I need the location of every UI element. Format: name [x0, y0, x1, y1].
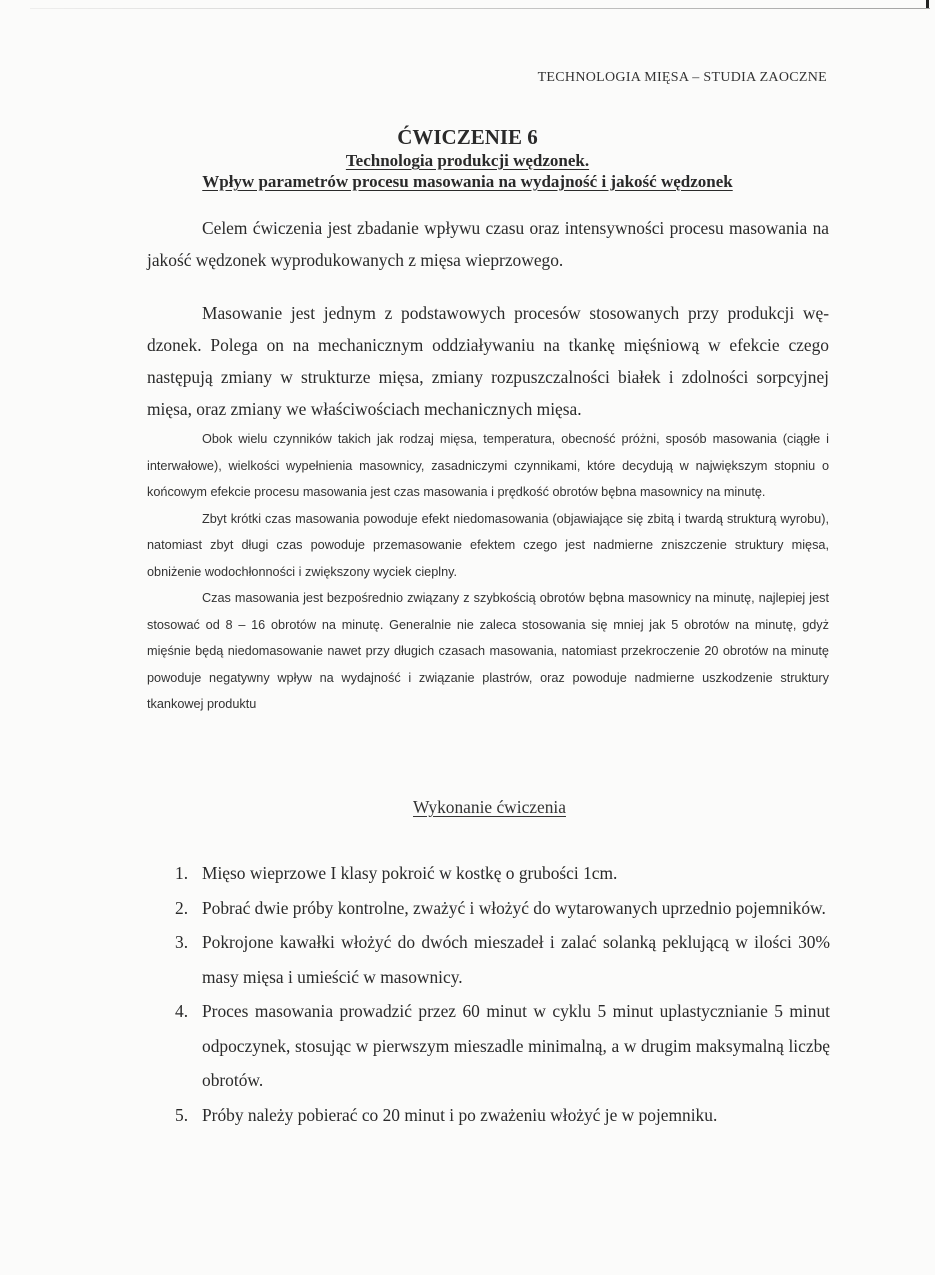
- step-text: Proces masowania prowadzić przez 60 minut w cyklu 5 minut uplastycznianie 5 minut odpoczynek, stosując w pierwszym mieszadle minimalną, a w drugim maksymalną liczbę obrotów.: [202, 1001, 830, 1090]
- procedure-step: [175, 891, 830, 926]
- step-number: 4.: [175, 1001, 189, 1021]
- step-text: Pobrać dwie próby kontrolne, zważyć i włożyć do wytarowanych uprzednio pojemników.: [202, 897, 826, 918]
- procedure-step: [175, 856, 830, 891]
- procedure-steps: [175, 856, 830, 1132]
- step-number: 2.: [175, 897, 189, 918]
- details-paragraph-factors: Obok wielu czynników takich jak rodzaj mięsa, temperatura, obecność próżni, sposób masowania (ciągłe i interwałowe), wielkości wypełnienia masownicy, zasadniczymi czynnikami, które decydują w największym stopniu o końcowym efekcie procesu masowania jest czas masowania i prędkość obrotów bębna masownicy na minutę.: [147, 432, 829, 499]
- details-paragraph-duration: Zbyt krótki czas masowania powoduje efekt niedomasowania (objawiające się zbitą i twardą strukturą wyrobu), natomiast zbyt długi czas powoduje przemasowanie efektem czego jest nadmierne zniszczenie struktury mięsa, obniżenie wodochłonności i zwiększony wyciek cieplny.: [147, 511, 829, 579]
- title-block: [0, 124, 935, 192]
- step-number: 5.: [175, 1104, 189, 1125]
- exercise-title: ĆWICZENIE 6: [397, 125, 538, 149]
- step-number: 3.: [175, 932, 189, 952]
- scan-edge-mark: [926, 0, 929, 8]
- exercise-subtitle-1: Technologia produkcji wędzonek.: [345, 151, 590, 170]
- intro-paragraph-aim: Celem ćwiczenia jest zbadanie wpływu czasu oraz intensywności procesu masowania na jakość wędzonek wyprodukowanych z mięsa wieprzowego.: [147, 218, 829, 270]
- details-section: [147, 426, 829, 718]
- intro-section: [147, 212, 829, 276]
- step-text: Mięso wieprzowe I klasy pokroić w kostkę o grubości 1cm.: [202, 863, 618, 883]
- step-number: 1.: [175, 863, 189, 883]
- running-header: TECHNOLOGIA MIĘSA – STUDIA ZAOCZNE: [537, 70, 827, 85]
- procedure-heading: Wykonanie ćwiczenia: [413, 797, 566, 817]
- step-text: Próby należy pobierać co 20 minut i po zważeniu włożyć je w pojemniku.: [202, 1104, 718, 1125]
- scan-edge-line: [30, 8, 930, 9]
- procedure-step: [175, 1098, 830, 1133]
- intro-section-2: [147, 297, 829, 425]
- intro-paragraph-massaging: Masowanie jest jednym z podstawowych procesów stosowanych przy produkcji wędzonek. Polega on na mechanicznym oddziaływaniu na tkankę mięśniową w efekcie czego następują zmiany w strukturze mięsa, zmiany rozpuszczalności białek i zdolności sorpcyjnej mięsa, oraz zmiany we właściwościach mechanicznych mięsa.: [147, 303, 829, 419]
- details-paragraph-rotation: Czas masowania jest bezpośrednio związany z szybkością obrotów bębna masownicy na minutę, najlepiej jest stosować od 8 – 16 obrotów na minutę. Generalnie nie zaleca stosowania się mniej jak 5 obrotów na minutę, gdyż mięśnie będą niedomasowanie nawet przy długich czasach masowania, natomiast przekroczenie 20 obrotów na minutę powoduje negatywny wpływ na wydajność i związanie plastrów, oraz powoduje nadmierne uszkodzenie struktury tkankowej produktu: [147, 591, 829, 711]
- exercise-subtitle-2: Wpływ parametrów procesu masowania na wydajność i jakość wędzonek: [202, 172, 733, 191]
- procedure-step: [175, 925, 830, 994]
- procedure-step: [175, 994, 830, 1098]
- step-text: Pokrojone kawałki włożyć do dwóch mieszadeł i zalać solanką peklującą w ilości 30% masy mięsa i umieścić w masownicy.: [202, 932, 830, 987]
